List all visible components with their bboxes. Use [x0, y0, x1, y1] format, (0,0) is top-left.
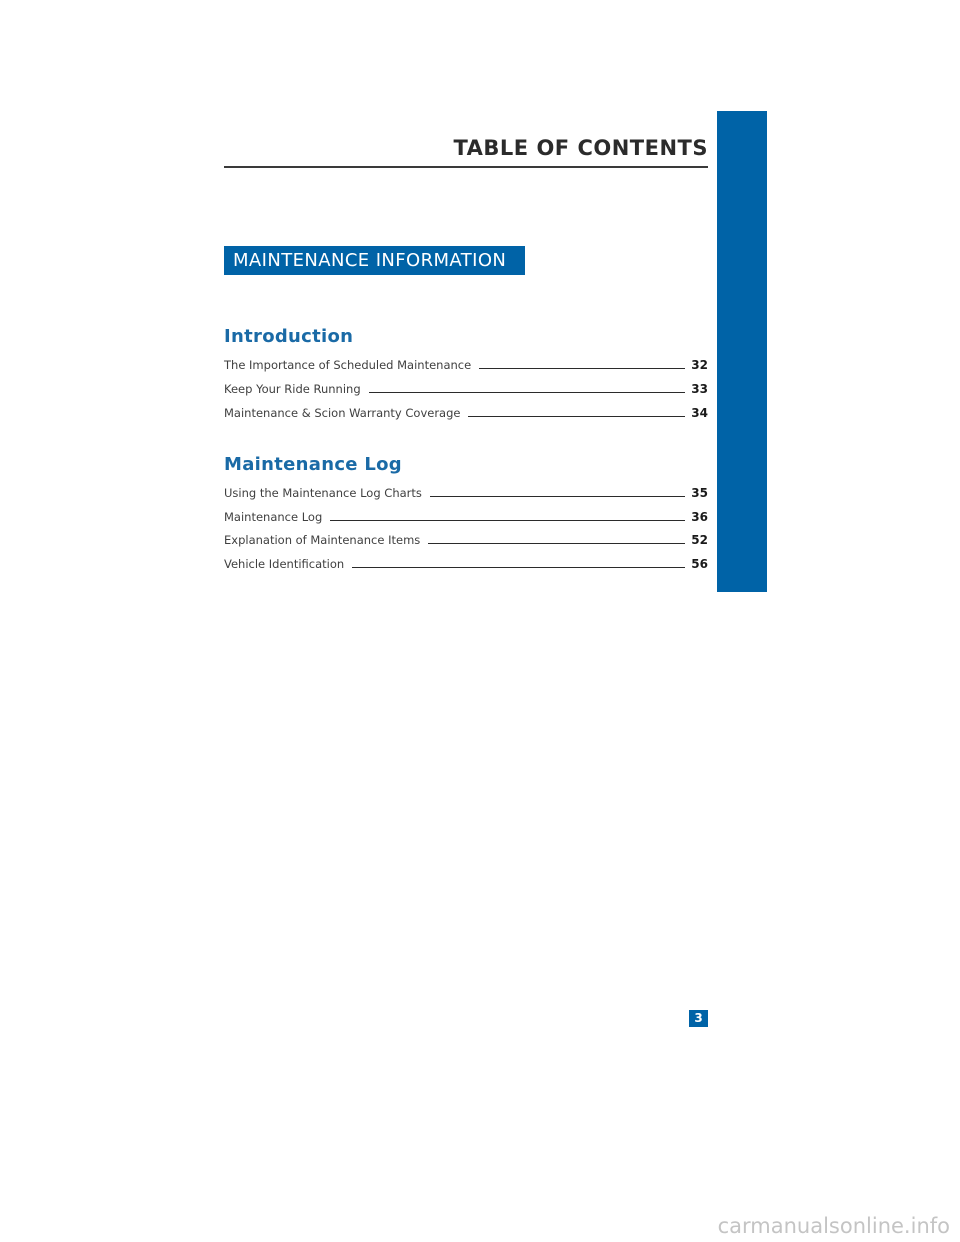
dotted-leader	[330, 520, 685, 521]
toc-entry-label: Keep Your Ride Running	[224, 382, 361, 396]
side-tab-bar	[717, 111, 767, 592]
page-number-badge: 3	[689, 1010, 708, 1027]
dotted-leader	[468, 416, 685, 417]
toc-entry[interactable]	[224, 508, 708, 524]
toc-entry-label: Explanation of Maintenance Items	[224, 533, 421, 547]
dotted-leader	[369, 392, 686, 393]
dotted-leader	[430, 496, 685, 497]
toc-entry-page: 35	[691, 486, 708, 500]
toc-entry-label: Using the Maintenance Log Charts	[224, 486, 422, 500]
toc-entry[interactable]	[224, 555, 708, 571]
dotted-leader	[479, 368, 685, 369]
watermark: carmanualsonline.info	[717, 1214, 950, 1238]
toc-entry[interactable]	[224, 356, 708, 372]
toc-entry-page: 52	[691, 533, 708, 547]
toc-entry[interactable]	[224, 484, 708, 500]
toc-entry-page: 36	[691, 510, 708, 524]
group-heading-maintenance-log: Maintenance Log	[224, 454, 402, 475]
section-banner: MAINTENANCE INFORMATION	[224, 246, 525, 275]
toc-entry-label: Maintenance Log	[224, 510, 323, 524]
toc-entry[interactable]	[224, 380, 708, 396]
toc-entry-label: The Importance of Scheduled Maintenance	[224, 358, 472, 372]
toc-entry-page: 56	[691, 557, 708, 571]
dotted-leader	[428, 543, 685, 544]
toc-entry-page: 32	[691, 358, 708, 372]
toc-entry-page: 34	[691, 406, 708, 420]
toc-entry[interactable]	[224, 404, 708, 420]
page-title: TABLE OF CONTENTS	[453, 136, 708, 160]
group-heading-introduction: Introduction	[224, 326, 354, 347]
toc-entry-label: Vehicle Identification	[224, 557, 345, 571]
toc-entry-label: Maintenance & Scion Warranty Coverage	[224, 406, 461, 420]
toc-entry[interactable]	[224, 531, 708, 547]
toc-entry-page: 33	[691, 382, 708, 396]
dotted-leader	[352, 567, 685, 568]
title-rule	[224, 166, 708, 168]
